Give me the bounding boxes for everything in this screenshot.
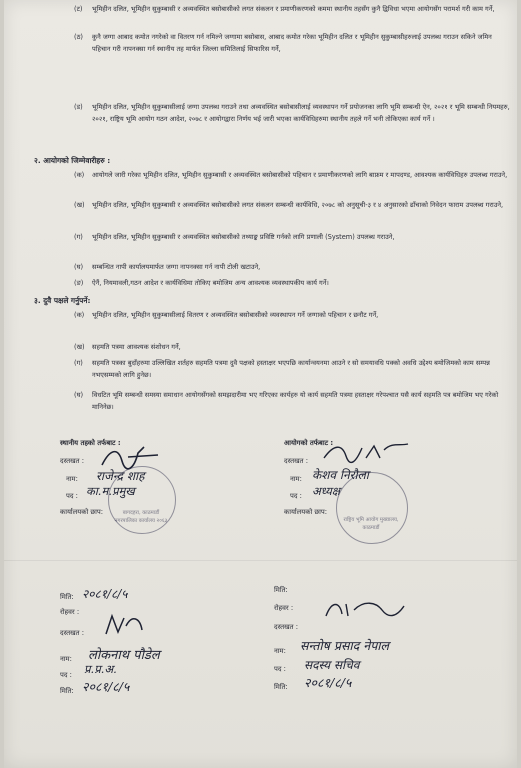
paragraph-text: भूमिहीन दलित, भूमिहीन सुकुम्बासी र अव्यवस्थित बसोबासीको लगत संकलन र प्रमाणीकरणको कममा स्थानीय तहसँग कुनै द्विविधा भएमा आयोगसँग परामर्श गरी काम गर्ने, <box>92 5 495 13</box>
signatory-post: का.म.प्रमुख <box>86 484 135 498</box>
witness-label: रोहवर : <box>60 608 80 616</box>
section-heading: २. आयोगको जिम्मेवारीहरु : <box>34 156 111 165</box>
date-value: २०८१/८/५ <box>82 587 128 601</box>
name-label: नाम: <box>290 475 302 483</box>
witness-post: सदस्य सचिव <box>304 658 360 672</box>
office-seal-text: राष्ट्रिय भूमि आयोग मुख्यालय, काठमाडौं <box>343 517 399 531</box>
document-page <box>4 0 517 768</box>
paragraph-text: भूमिहीन दलित, भूमिहीन सुकुम्बासीलाई जग्गा उपलब्ध गराउने तथा अव्यवस्थित बसोबासीलाई व्यवस्थापन गर्ने प्रयोजनका लागि भूमि सम्बन्धी ऐन, २०२१ र भूमि सम्बन्धी नियमहरु, २०२१, राष्ट्रिय भूमि आयोग गठन आदेश, २०७८ र आयोगद्वारा निर्णय भई जारी भएका कार्यविधिहरुमा स्थानीय तहले गर्ने भनी तोकिएका कार्य गर्ने । <box>92 103 510 123</box>
date-label: मिति: <box>274 683 288 691</box>
item-number: (ट) <box>74 5 83 13</box>
signature-label: दस्तखत : <box>60 629 85 637</box>
post-label: पद : <box>60 671 72 679</box>
signatory-name: राजेन्द्र शाह <box>96 469 145 483</box>
office-seal <box>336 472 408 544</box>
post-label: पद : <box>290 492 302 500</box>
date-label: मिति: <box>274 586 288 594</box>
name-label: नाम: <box>66 475 78 483</box>
item-number: (ख) <box>74 343 85 351</box>
item-number: (घ) <box>74 263 84 271</box>
item-number: (क) <box>74 311 85 319</box>
witness-name: सन्तोष प्रसाद नेपाल <box>300 638 390 653</box>
item-number: (घ) <box>74 391 84 399</box>
item-number: (ङ) <box>74 279 84 287</box>
item-number: (ठ) <box>74 33 83 41</box>
item-number: (ख) <box>74 201 85 209</box>
handwritten-signature <box>324 598 406 622</box>
paragraph-text: सहमति पत्रमा आवश्यक संशोधन गर्ने, <box>92 343 181 351</box>
fold-line <box>4 560 517 561</box>
signatory-heading: आयोगको तर्फबाट : <box>284 439 334 447</box>
paragraph-text: सम्बन्धित नापी कार्यालयमार्फत जग्गा नापनक्सा गर्न नापी टोली खटाउने, <box>92 263 261 271</box>
name-label: नाम: <box>274 647 286 655</box>
signature-label: दस्तखत : <box>274 623 299 631</box>
witness-name: लोकनाथ पौडेल <box>88 648 160 663</box>
paragraph-text: भूमिहीन दलित, भूमिहीन सुकुम्बासीलाई वितरण र अव्यवस्थित बसोबासीको व्यवस्थापन गर्ने जग्गाको पहिचान र छनौट गर्ने, <box>92 311 379 319</box>
witness-label: रोहवर : <box>274 604 294 612</box>
section-heading: ३. दुवै पक्षले गर्नुपर्ने: <box>34 296 91 305</box>
date-value: २०८१/८/५ <box>82 679 130 694</box>
item-number: (ग) <box>74 233 83 241</box>
handwritten-signature <box>102 610 146 640</box>
paragraph-text: सहमति पत्रका बुदाँहरुमा उल्लिखित शर्तहरु सहमति पत्रमा दुवै पक्षको हस्ताक्षर भएपछि कार्यान्वयनमा आउने र सो समयावधि पक्को अवधि उद्देश्य बमोजिमको काम सम्पन्न नभएसम्मको लागि हुनेछ। <box>92 359 490 379</box>
signature-label: दस्तखत : <box>284 457 309 465</box>
item-number: (ग) <box>74 359 83 367</box>
stamp-label: कार्यालयको छाप: <box>60 508 104 516</box>
item-number: (क) <box>74 171 85 179</box>
date-value: २०८१/८/५ <box>304 675 352 690</box>
signature-label: दस्तखत : <box>60 457 85 465</box>
office-seal-text: बागदहरा, काठमाडौं नगरपालिका कार्यालय २०६३ <box>114 510 168 524</box>
name-label: नाम: <box>60 655 72 663</box>
post-label: पद : <box>274 665 286 673</box>
post-label: पद : <box>66 492 78 500</box>
item-number: (ड) <box>74 103 83 111</box>
paragraph-text: ऐनैं, नियमावली,गठन आदेश र कार्यविधिमा तोकिए बमोजिम अन्य आवश्यक व्यवस्थापकीय कार्य गर्ने। <box>92 279 329 287</box>
paragraph-text: कुनै जग्गा आबाद कमोत नगरेको वा वितरण गर्न नमिल्ने जग्गामा बसोबास, आबाद कमोत गरेका भूमिहीन दलित र भूमिहीन सुकुम्बासीहरुलाई उपलब्ध गराउन सकिने जमिन पहिचान गरी नापनक्सा गर्न स्थानीय तह मार्फत जिल्ला समितिलाई सिफारिस गर्ने, <box>92 33 492 53</box>
signatory-post: अध्यक्ष <box>312 484 341 498</box>
signatory-heading: स्थानीय तहको तर्फबाट : <box>60 439 121 447</box>
paragraph-text: भूमिहीन दलित, भूमिहीन सुकुम्बासी र अव्यवस्थित बसोबासीको तथ्याङ्क प्रविष्टि गर्नको लागि प्रणाली (System) उपलब्ध गराउने, <box>92 233 395 241</box>
date-label: मिति: <box>60 687 74 695</box>
signatory-name: केशव निरौला <box>312 468 369 482</box>
date-label: मिति: <box>60 593 74 601</box>
handwritten-signature <box>322 440 412 466</box>
paragraph-text: आयोगले जारी गरेका भूमिहीन दलित, भूमिहीन सुकुम्बासी र अव्यवस्थित बसोबासीको पहिचान र प्रमाणीकरणको लागि बाफ्रम र मापदण्ड, आवश्यक कार्यविधिहरु उपलब्ध गराउने, <box>92 171 508 179</box>
paragraph-text: भूमिहीन दलित, भूमिहीन सुकुम्बासी र अव्यवस्थित बसोबासीको लगत संकलन सम्बन्धी कार्यविधि, २०७८ को अनुसूची-३ र ४ अनुसारको ढाँचाको निवेदन फाराम उपलब्ध गराउने, <box>92 201 504 209</box>
witness-post: प्र.प्र.अ. <box>84 662 117 676</box>
stamp-label: कार्यालयको छाप: <box>284 508 328 516</box>
paragraph-text: विधटित भूमि सम्बन्धी समस्या समाधान आयोगसँगको समझदारीमा भए गरिएका कार्यहरु यो कार्य सहमति पत्रमा हस्ताक्षर गरेपश्चात यसै कार्य सहमति पत्र बमोजिम भए गरेको मानिनेछ। <box>92 391 499 411</box>
